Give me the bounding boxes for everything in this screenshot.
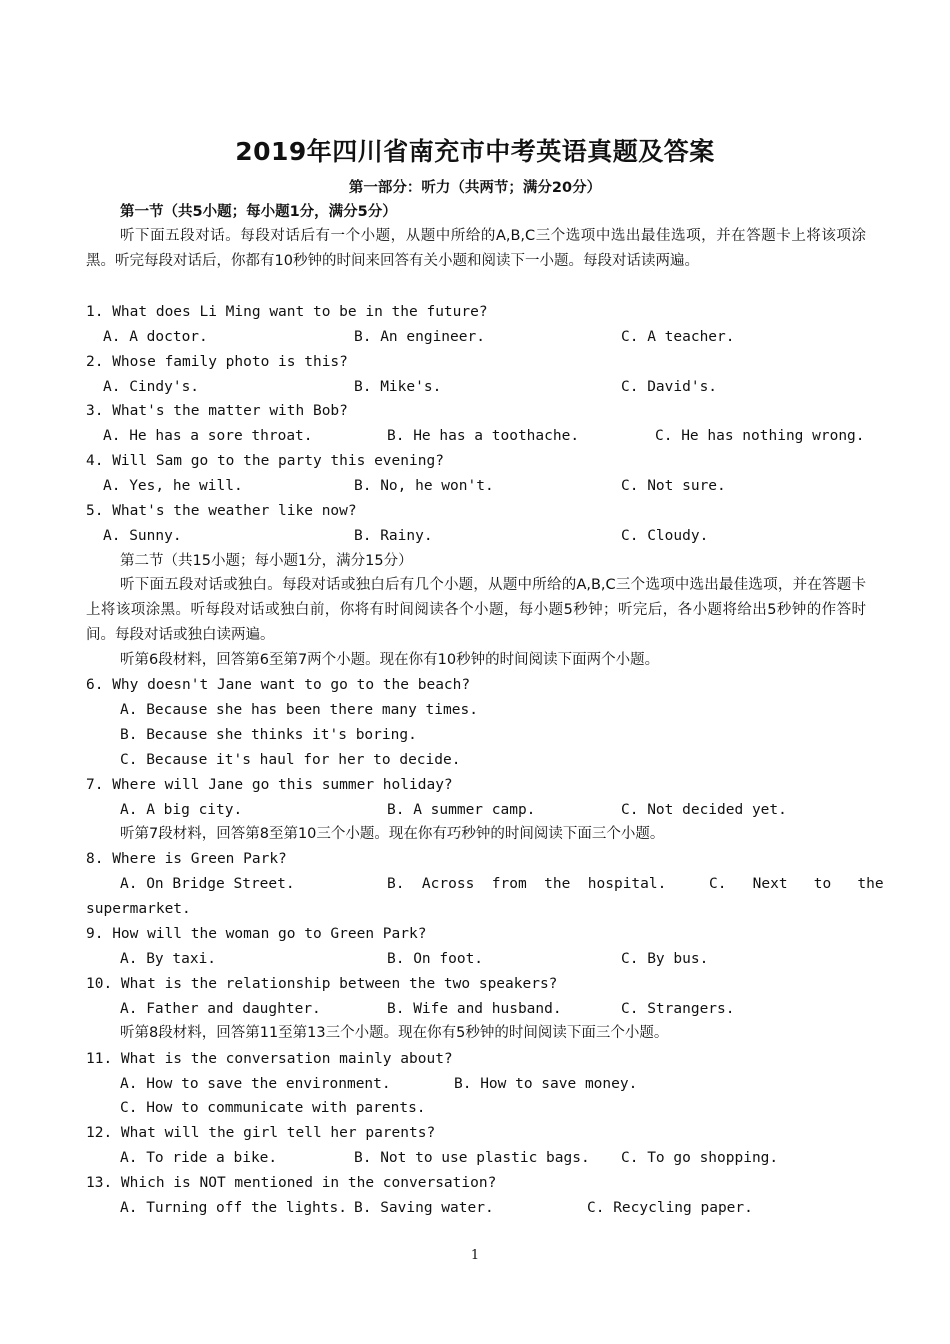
question-2: 2. Whose family photo is this? <box>86 354 348 370</box>
q2-option-c: C. David's. <box>621 379 718 395</box>
q6-option-c: C. Because it's haul for her to decide. <box>120 752 461 768</box>
section2-heading: 第二节（共15小题；每小题1分，满分15分） <box>120 553 413 569</box>
q3-option-b: B. He has a toothache. <box>387 428 580 444</box>
question-4: 4. Will Sam go to the party this evening? <box>86 453 444 469</box>
q9-option-b: B. On foot. <box>387 951 484 967</box>
question-11: 11. What is the conversation mainly about? <box>86 1051 453 1067</box>
section1-heading: 第一节（共5小题；每小题1分，满分5分） <box>120 204 397 220</box>
question-3: 3. What's the matter with Bob? <box>86 403 348 419</box>
q4-option-c: C. Not sure. <box>621 478 726 494</box>
q9-option-c: C. By bus. <box>621 951 709 967</box>
question-6: 6. Why doesn't Jane want to go to the beach? <box>86 677 471 693</box>
question-12: 12. What will the girl tell her parents? <box>86 1125 436 1141</box>
q2-option-a: A. Cindy's. <box>103 379 200 395</box>
material-6-instruction: 听第6段材料，回答第6至第7两个小题。现在你有10秒钟的时间阅读下面两个小题。 <box>120 652 660 668</box>
section2-instructions: 听下面五段对话或独白。每段对话或独白后有几个小题，从题中所给的A,B,C三个选项中选出最佳选项，并在答题卡上将该项涂黑。听每段对话或独白前，你将有时间阅读各个小题，每小题5秒钟；听完后，各小题将给出5秒钟的作答时间。每段对话或独白读两遍。 <box>86 577 866 643</box>
q3-option-a: A. He has a sore throat. <box>103 428 313 444</box>
q12-option-b: B. Not to use plastic bags. <box>354 1150 590 1166</box>
q4-option-b: B. No, he won't. <box>354 478 494 494</box>
q10-option-c: C. Strangers. <box>621 1001 735 1017</box>
q6-option-b: B. Because she thinks it's boring. <box>120 727 417 743</box>
question-8: 8. Where is Green Park? <box>86 851 287 867</box>
material-7-instruction: 听第7段材料，回答第8至第10三个小题。现在你有巧秒钟的时间阅读下面三个小题。 <box>120 826 665 842</box>
q7-option-b: B. A summer camp. <box>387 802 536 818</box>
q12-option-c: C. To go shopping. <box>621 1150 779 1166</box>
question-13: 13. Which is NOT mentioned in the conversation? <box>86 1175 497 1191</box>
page-number: 1 <box>470 1248 480 1263</box>
q7-option-c: C. Not decided yet. <box>621 802 787 818</box>
page-title: 2019年四川省南充市中考英语真题及答案 <box>235 137 715 166</box>
q13-option-c: C. Recycling paper. <box>587 1200 753 1216</box>
q1-option-b: B. An engineer. <box>354 329 485 345</box>
q8-option-c: C. Next to the <box>709 876 884 892</box>
q3-option-c: C. He has nothing wrong. <box>655 428 865 444</box>
q6-option-a: A. Because she has been there many times. <box>120 702 478 718</box>
q10-option-a: A. Father and daughter. <box>120 1001 321 1017</box>
q4-option-a: A. Yes, he will. <box>103 478 243 494</box>
q11-option-a: A. How to save the environment. <box>120 1076 391 1092</box>
q8-option-a: A. On Bridge Street. <box>120 876 295 892</box>
q5-option-c: C. Cloudy. <box>621 528 709 544</box>
q8-option-b: B. Across from the hospital. <box>387 876 667 892</box>
question-5: 5. What's the weather like now? <box>86 503 357 519</box>
q7-option-a: A. A big city. <box>120 802 243 818</box>
q11-option-c: C. How to communicate with parents. <box>120 1100 426 1116</box>
q13-option-b: B. Saving water. <box>354 1200 494 1216</box>
material-8-instruction: 听第8段材料，回答第11至第13三个小题。现在你有5秒钟的时间阅读下面三个小题。 <box>120 1025 669 1041</box>
q13-option-a: A. Turning off the lights. <box>120 1200 347 1216</box>
q5-option-a: A. Sunny. <box>103 528 182 544</box>
section1-instructions: 听下面五段对话。每段对话后有一个小题，从题中所给的A,B,C三个选项中选出最佳选项，并在答题卡上将该项涂黑。听完每段对话后，你都有10秒钟的时间来回答有关小题和阅读下一小题。每段对话读两遍。 <box>86 228 866 269</box>
question-9: 9. How will the woman go to Green Park? <box>86 926 427 942</box>
question-7: 7. Where will Jane go this summer holiday? <box>86 777 453 793</box>
q9-option-a: A. By taxi. <box>120 951 217 967</box>
q1-option-a: A. A doctor. <box>103 329 208 345</box>
q5-option-b: B. Rainy. <box>354 528 433 544</box>
question-1: 1. What does Li Ming want to be in the future? <box>86 304 488 320</box>
q11-option-b: B. How to save money. <box>454 1076 638 1092</box>
q10-option-b: B. Wife and husband. <box>387 1001 562 1017</box>
question-10: 10. What is the relationship between the two speakers? <box>86 976 558 992</box>
q2-option-b: B. Mike's. <box>354 379 442 395</box>
q8-option-c-continued: supermarket. <box>86 901 191 917</box>
q12-option-a: A. To ride a bike. <box>120 1150 278 1166</box>
q1-option-c: C. A teacher. <box>621 329 735 345</box>
part1-heading: 第一部分：听力（共两节；满分20分） <box>348 180 602 196</box>
